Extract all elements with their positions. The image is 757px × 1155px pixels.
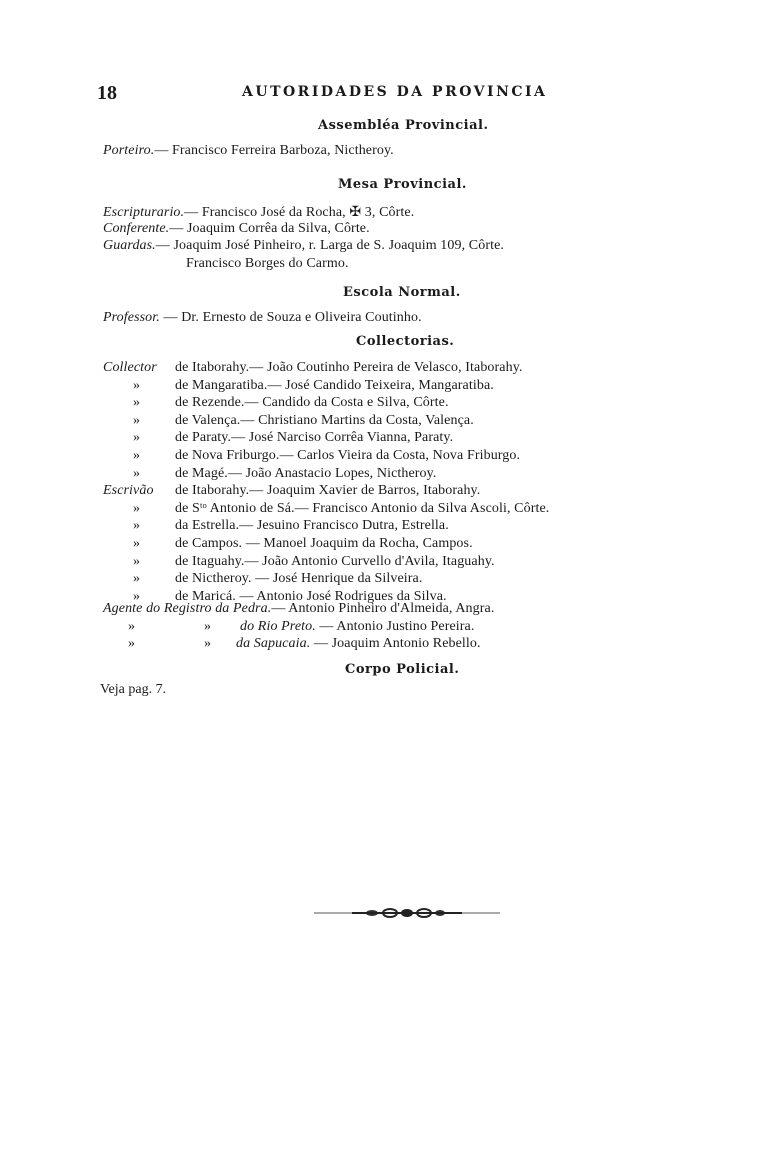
entry-text: de Itaborahy.— João Coutinho Pereira de Velasco, Itaborahy. bbox=[175, 360, 523, 375]
entry-label: Conferente. bbox=[103, 221, 170, 236]
entry-text: de Valença.— Christiano Martins da Costa, Valença. bbox=[175, 413, 474, 428]
entry-text: de Itaborahy.— Joaquim Xavier de Barros, Itaborahy. bbox=[175, 483, 481, 498]
entry-text: de Itaguahy.— João Antonio Curvello d'Avila, Itaguahy. bbox=[175, 554, 495, 569]
entry-line bbox=[103, 221, 370, 237]
entry-text: de Magé.— João Anastacio Lopes, Nictheroy. bbox=[175, 466, 437, 481]
entry-label: Collector bbox=[103, 360, 157, 375]
entry-line bbox=[128, 619, 474, 635]
section-heading-corpo: Corpo Policial. bbox=[345, 662, 460, 677]
ditto-mark: » bbox=[133, 501, 141, 516]
entry-line bbox=[103, 310, 422, 326]
ditto-mark: » bbox=[133, 430, 141, 445]
entry-label: Guardas. bbox=[103, 238, 156, 253]
entry-line bbox=[103, 204, 414, 221]
page-number: 18 bbox=[97, 82, 117, 104]
entry-line bbox=[128, 636, 481, 652]
entry-label: Agente do Registro da Pedra. bbox=[103, 601, 272, 616]
entry-text: da Estrella.— Jesuino Francisco Dutra, Estrella. bbox=[175, 518, 449, 533]
entry-label: Professor. bbox=[103, 310, 160, 325]
ditto-mark: » bbox=[204, 619, 212, 634]
entry-text: de Paraty.— José Narciso Corrêa Vianna, Paraty. bbox=[175, 430, 454, 445]
entry-line bbox=[103, 143, 394, 159]
ditto-mark: » bbox=[133, 571, 141, 586]
ditto-mark: » bbox=[133, 378, 141, 393]
ditto-mark: » bbox=[133, 413, 141, 428]
ditto-mark: » bbox=[128, 619, 136, 634]
entry-text: — Joaquim Antonio Rebello. bbox=[310, 636, 481, 651]
ditto-mark: » bbox=[128, 636, 136, 651]
section-heading-escola: Escola Normal. bbox=[343, 285, 461, 300]
entry-text: — Antonio Pinheiro d'Almeida, Angra. bbox=[271, 601, 495, 616]
entry-text: de Maricá. — Antonio José Rodrigues da Silva. bbox=[175, 589, 447, 604]
collectoria-row bbox=[103, 483, 480, 499]
cross-reference: Veja pag. 7. bbox=[100, 682, 167, 697]
entry-text: — Francisco José da Rocha, ✠ 3, Côrte. bbox=[184, 205, 415, 220]
collectoria-row bbox=[103, 466, 436, 482]
collectoria-row bbox=[103, 413, 474, 429]
ditto-mark: » bbox=[204, 636, 212, 651]
ditto-mark: » bbox=[133, 395, 141, 410]
collectoria-row bbox=[103, 554, 495, 570]
entry-text: de Campos. — Manoel Joaquim da Rocha, Campos. bbox=[175, 536, 473, 551]
entry-line bbox=[103, 601, 494, 617]
collectoria-row bbox=[103, 448, 520, 464]
entry-text: de Mangaratiba.— José Candido Teixeira, Mangaratiba. bbox=[175, 378, 494, 393]
ditto-mark: » bbox=[133, 518, 141, 533]
entry-text: — Dr. Ernesto de Souza e Oliveira Coutinho. bbox=[159, 310, 422, 325]
ditto-mark: » bbox=[133, 536, 141, 551]
collectoria-row bbox=[103, 501, 549, 517]
collectoria-row bbox=[103, 430, 453, 446]
ornament-divider bbox=[312, 906, 502, 920]
entry-line bbox=[186, 256, 349, 272]
collectoria-row bbox=[103, 518, 449, 534]
entry-line bbox=[103, 238, 504, 254]
running-head: AUTORIDADES DA PROVINCIA bbox=[242, 84, 548, 100]
entry-text: Francisco Borges do Carmo. bbox=[186, 256, 349, 271]
entry-text: — Francisco Ferreira Barboza, Nictheroy. bbox=[154, 143, 394, 158]
collectoria-row bbox=[103, 536, 473, 552]
section-heading-collectorias: Collectorias. bbox=[356, 334, 455, 349]
collectoria-row bbox=[103, 571, 422, 587]
entry-place: do Rio Preto. bbox=[240, 619, 316, 634]
entry-text: — Joaquim Corrêa da Silva, Côrte. bbox=[169, 221, 370, 236]
ditto-mark: » bbox=[133, 466, 141, 481]
entry-text: de Rezende.— Candido da Costa e Silva, Côrte. bbox=[175, 395, 449, 410]
ditto-mark: » bbox=[133, 448, 141, 463]
ditto-mark: » bbox=[133, 589, 141, 604]
entry-label: Escrivão bbox=[103, 483, 154, 498]
entry-place: da Sapucaia. bbox=[236, 636, 311, 651]
section-heading-mesa: Mesa Provincial. bbox=[338, 177, 467, 192]
entry-text: de Nictheroy. — José Henrique da Silveira. bbox=[175, 571, 423, 586]
entry-label: Escripturario. bbox=[103, 205, 185, 220]
collectoria-row bbox=[103, 378, 494, 394]
entry-label: Porteiro. bbox=[103, 143, 155, 158]
collectoria-row bbox=[103, 395, 449, 411]
ditto-mark: » bbox=[133, 554, 141, 569]
section-heading-assembleia: Assembléa Provincial. bbox=[318, 118, 489, 133]
entry-text: de Sᵗᵒ Antonio de Sá.— Francisco Antonio da Silva Ascoli, Côrte. bbox=[175, 501, 550, 516]
entry-text: — Antonio Justino Pereira. bbox=[315, 619, 475, 634]
entry-text: de Nova Friburgo.— Carlos Vieira da Costa, Nova Friburgo. bbox=[175, 448, 521, 463]
collectoria-row bbox=[103, 360, 523, 376]
entry-text: — Joaquim José Pinheiro, r. Larga de S. Joaquim 109, Côrte. bbox=[155, 238, 505, 253]
